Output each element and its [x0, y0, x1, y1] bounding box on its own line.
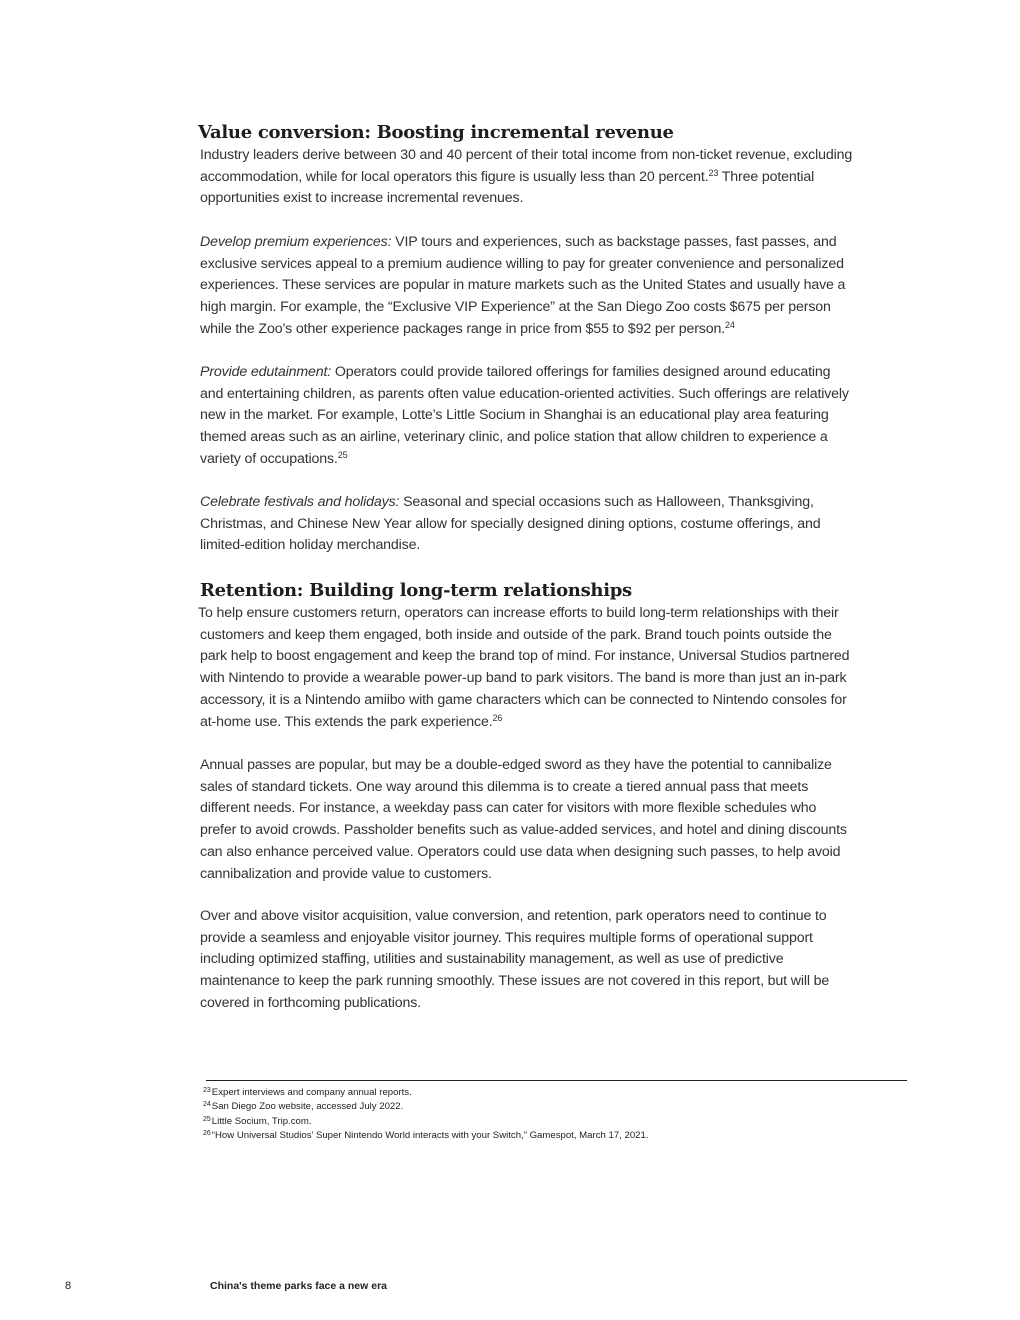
text-line: Christmas, and Chinese New Year allow for specially designed dining options, costume offerings, and — [200, 515, 821, 532]
text-line: provide a seamless and enjoyable visitor journey. This requires multiple forms of operational support — [200, 929, 813, 946]
text-line: park help to boost engagement and keep the brand top of mind. For instance, Universal Studios partnered — [200, 648, 850, 665]
text-line: experiences. These services are popular in mature markets such as the United States and usually have a — [200, 277, 846, 294]
text-line: prefer to avoid crowds. Passholder benefits such as value-added services, and hotel and dining discounts — [200, 822, 847, 839]
text-line: at-home use. This extends the park experience.$^{26}$ — [200, 712, 503, 730]
text-line: limited-edition holiday merchandise. — [200, 537, 421, 554]
footnote-item: $^{23}$Expert interviews and company annual reports. — [203, 1087, 412, 1098]
text-line: To help ensure customers return, operators can increase efforts to build long-term relationships with their — [198, 605, 839, 621]
footnote-ref[interactable]: 26 — [492, 712, 503, 723]
retention-paragraph-2 — [200, 755, 910, 885]
retention-paragraph-1 — [198, 603, 908, 733]
intro-paragraph — [200, 145, 910, 210]
footnote-number: 26 — [203, 1129, 211, 1137]
closing-paragraph — [200, 906, 910, 1015]
text-line: Annual passes are popular, but may be a double-edged sword as they have the potential to cannibalize — [200, 757, 832, 773]
paragraph-lead-label: Develop premium experiences: — [200, 234, 392, 250]
footnotes — [203, 1086, 649, 1143]
festivals-paragraph — [200, 492, 910, 557]
text-line: different needs. For instance, a weekday pass can cater for visitors with more flexible schedules who — [200, 800, 817, 817]
text-line: accessory, it is a Nintendo amiibo with game characters which can be connected to Nintendo consoles for — [200, 691, 847, 708]
text-line: maintenance to keep the park running smoothly. These issues are not covered in this report, but will be — [200, 973, 830, 990]
text-line: Industry leaders derive between 30 and 40 percent of their total income from non-ticket revenue, excluding — [200, 147, 853, 163]
footnote-item: $^{26}$“How Universal Studios’ Super Nintendo World interacts with your Switch,” Gamespot, March 17, 2021. — [203, 1129, 649, 1141]
text-line: Develop premium experiences: VIP tours and experiences, such as backstage passes, fast passes, and — [200, 234, 837, 250]
text-line: covered in forthcoming publications. — [200, 994, 421, 1011]
footnote-number: 25 — [203, 1115, 211, 1123]
text-line: cannibalization and provide value to customers. — [200, 865, 492, 882]
text-line: including optimized staffing, utilities and sustainability management, as well as use of predictive — [200, 951, 784, 968]
paragraph-lead-label: Celebrate festivals and holidays: — [200, 494, 400, 510]
footnote-ref[interactable]: 25 — [337, 449, 348, 460]
text-line: sales of standard tickets. One way around this dilemma is to create a tiered annual pass that meets — [200, 778, 809, 795]
page-number: 8 — [65, 1280, 72, 1292]
section-heading-retention: Retention: Building long-term relationships — [200, 580, 632, 601]
footnote-ref[interactable]: 24 — [725, 319, 735, 330]
text-line: customers and keep them engaged, both inside and outside of the park. Brand touch points outside the — [200, 626, 832, 643]
section-heading-value-conversion: Value conversion: Boosting incremental revenue — [198, 122, 674, 143]
text-line: variety of occupations.$^{25}$ — [200, 449, 348, 467]
premium-experiences-paragraph — [200, 232, 910, 341]
text-line: high margin. For example, the “Exclusive VIP Experience” at the San Diego Zoo costs $675 per person — [200, 299, 831, 316]
footnote-divider — [206, 1080, 907, 1081]
running-title: China's theme parks face a new era — [210, 1280, 387, 1292]
footnote-item: $^{24}$San Diego Zoo website, accessed July 2022. — [203, 1101, 404, 1113]
text-line: and entertaining children, as parents often value education-oriented activities. Such offerings are relatively — [200, 385, 849, 402]
text-line: themed areas such as an airline, veterinary clinic, and police station that allow children to experience a — [200, 429, 828, 446]
text-line: opportunities exist to increase incremental revenues. — [200, 190, 524, 207]
footnote-item: $^{25}$Little Socium, Trip.com. — [203, 1115, 312, 1127]
text-line: Provide edutainment: Operators could provide tailored offerings for families designed around educating — [200, 364, 831, 380]
text-line: accommodation, while for local operators this figure is usually less than 20 percent.$^{23}$ Three potential — [200, 167, 815, 185]
text-line: new in the market. For example, Lotte’s Little Socium in Shanghai is an educational play area featuring — [200, 407, 829, 424]
footnote-number: 24 — [203, 1101, 211, 1109]
text-line: while the Zoo’s other experience packages range in price from $55 to $92 per person.$^{24}$ — [200, 319, 735, 337]
text-line: can also enhance perceived value. Operators could use data when designing such passes, to help avoid — [200, 843, 841, 860]
footnote-ref[interactable]: 23 — [708, 167, 719, 178]
text-line: Celebrate festivals and holidays: Seasonal and special occasions such as Halloween, Thanksgiving, — [200, 494, 814, 510]
edutainment-paragraph — [200, 362, 910, 471]
footnote-number: 23 — [203, 1087, 211, 1094]
text-line: Over and above visitor acquisition, value conversion, and retention, park operators need to continue to — [200, 908, 827, 924]
paragraph-lead-label: Provide edutainment: — [200, 364, 332, 380]
text-line: with Nintendo to provide a wearable power-up band to park visitors. The band is more than just an in-park — [200, 670, 847, 687]
text-line: exclusive services appeal to a premium audience willing to pay for greater convenience and personalized — [200, 255, 844, 272]
